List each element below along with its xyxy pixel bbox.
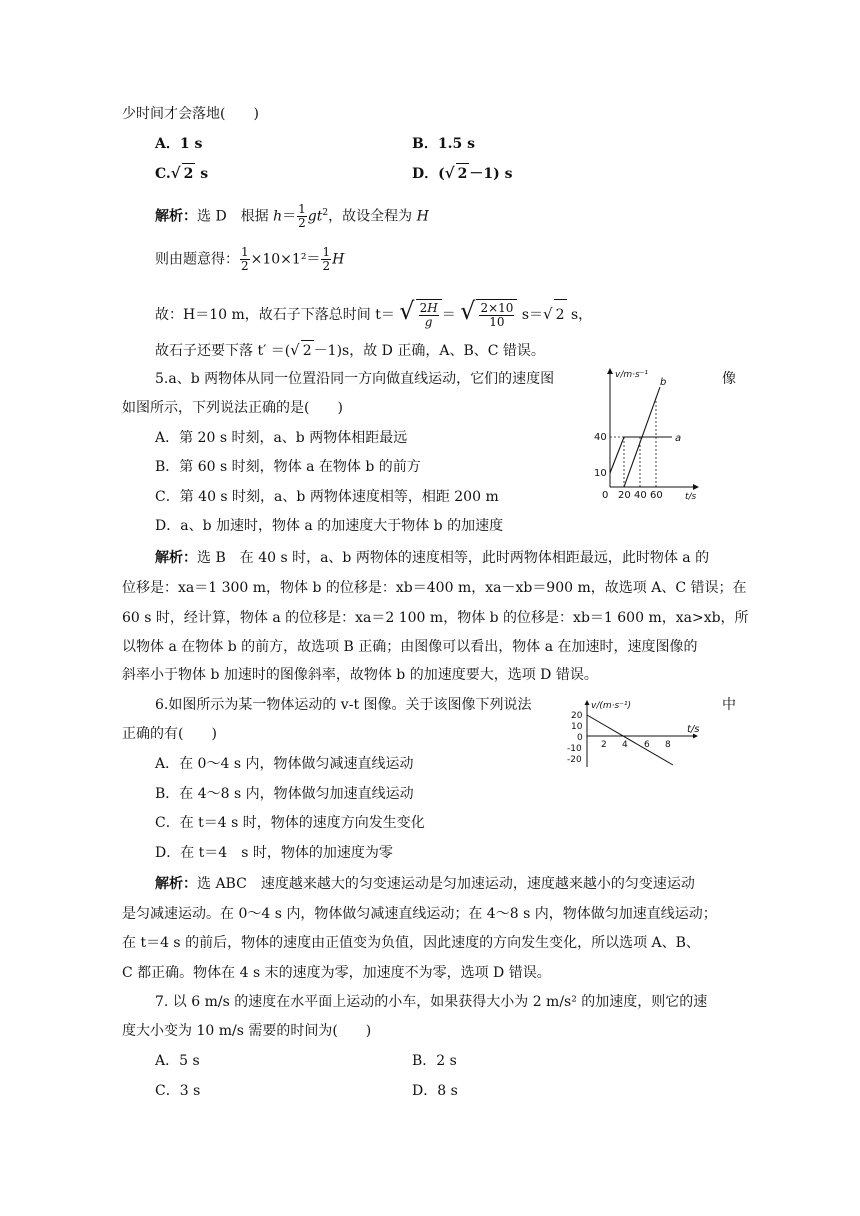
- q6-option-d: D．在 t＝4 s 时，物体的加速度为零: [155, 845, 393, 861]
- q6-solution-line-4: C 都正确。物体在 4 s 末的速度为零，加速度不为零，选项 D 错误。: [122, 965, 551, 981]
- q4-solution-line-1: 解析：选 D 根据 h＝ $\frac{1}{2}$ $gt^2$，故设全程为 H: [155, 202, 429, 231]
- q5-x-tick-40: 40: [634, 490, 647, 501]
- q4-solution-line-4: 故石子还要下落 t′ ＝(√ 2 －1)s，故 D 正确，A、B、C 错误。: [155, 341, 545, 359]
- q5-solution-line-4: 以物体 a 在物体 b 的前方，故选项 B 正确；由图像可以看出，物体 a 在加速时，速度图像的: [122, 639, 698, 655]
- q4-option-d: D．(√ 2 －1) s: [412, 164, 513, 182]
- q6-y-tick-0: 0: [577, 733, 583, 743]
- q7-stem-line-2: 度大小变为 10 m/s 需要的时间为( ): [122, 1023, 372, 1039]
- q5-solution-line-5: 斜率小于物体 b 加速时的图像斜率，故物体 b 的加速度要大，选项 D 错误。: [122, 667, 598, 683]
- q6-x-tick-4: 4: [622, 740, 628, 750]
- q5-option-d: D．a、b 加速时，物体 a 的加速度大于物体 b 的加速度: [155, 518, 504, 534]
- q6-velocity-line: [587, 715, 673, 765]
- q5-option-b: B．第 60 s 时刻，物体 a 在物体 b 的前方: [155, 459, 421, 475]
- q6-option-b: B．在 4～8 s 内，物体做匀加速直线运动: [155, 786, 414, 802]
- q7-option-c: C．3 s: [155, 1083, 201, 1099]
- q7-stem-line-1: 7. 以 6 m/s 的速度在水平面上运动的小车，如果获得大小为 2 m/s² 的加速度，则它的速: [155, 994, 708, 1010]
- q6-solution-line-2: 是匀减速运动。在 0～4 s 内，物体做匀减速直线运动；在 4～8 s 内，物体做匀加速直线运动；: [122, 906, 717, 922]
- q6-stem-line-2: 正确的有( ): [122, 726, 217, 742]
- q7-option-b: B．2 s: [412, 1053, 457, 1069]
- q6-solution-line-3: 在 t＝4 s 的前后，物体的速度由正值变为负值，因此速度的方向发生变化，所以选项 A、B、: [122, 935, 700, 951]
- q5-solution-line-1: 解析：选 B 在 40 s 时，a、b 两物体的速度相等，此时两物体相距最远，此时物体 a 的: [155, 550, 710, 566]
- q7-option-a: A．5 s: [155, 1053, 200, 1069]
- q6-solution-line-1: 解析：选 ABC 速度越来越大的匀变速运动是匀加速运动，速度越来越小的匀变速运动: [155, 876, 695, 892]
- q6-x-label: t/s: [687, 724, 700, 735]
- q4-option-c: C.√ 2 s: [155, 164, 209, 182]
- q5-series-a: [610, 437, 672, 473]
- q4-stem-tail: 少时间才会落地( ): [122, 106, 259, 122]
- q6-x-tick-6: 6: [644, 740, 650, 750]
- q6-stem-line-1: 6.如图所示为某一物体运动的 v-t 图像。关于该图像下列说法: [155, 697, 532, 713]
- q5-y-label: v/m·s⁻¹: [615, 370, 649, 380]
- q5-x-tick-20: 20: [618, 490, 631, 501]
- q6-vt-chart: [563, 697, 723, 769]
- q5-y-tick-0: 0: [602, 490, 609, 501]
- q5-stem-line-1: 5.a、b 两物体从同一位置沿同一方向做直线运动，它们的速度图: [155, 371, 555, 387]
- q4-option-b: B．1.5 s: [412, 136, 475, 152]
- q5-stem-line-2: 如图所示，下列说法正确的是( ): [122, 400, 343, 416]
- q5-velocity-chart: [588, 365, 713, 505]
- q6-y-tick-10: 10: [571, 722, 583, 732]
- q4-solution-line-3: 故：H＝10 m，故石子下落总时间 t＝ √ $\frac{2H}{g}$ ＝ √ $\frac{2\times 10}{10}$ s＝√ 2 s，: [155, 297, 593, 329]
- q5-y-tick-10: 10: [594, 468, 607, 479]
- q5-stem-line-1-tail: 像: [722, 371, 736, 387]
- q6-y-tick-20: 20: [571, 711, 583, 721]
- q6-stem-line-1-tail: 中: [722, 697, 736, 713]
- q6-y-tick-n20: -20: [567, 755, 582, 765]
- q5-x-tick-60: 60: [650, 490, 663, 501]
- q5-x-label: t/s: [685, 492, 697, 502]
- q6-option-c: C．在 t＝4 s 时，物体的速度方向发生变化: [155, 815, 425, 831]
- q5-y-tick-40: 40: [594, 432, 607, 443]
- q6-option-a: A．在 0～4 s 内，物体做匀减速直线运动: [155, 756, 414, 772]
- q4-option-a: A．1 s: [155, 136, 203, 152]
- q5-option-a: A．第 20 s 时刻，a、b 两物体相距最远: [155, 430, 408, 446]
- q5-label-b: b: [660, 377, 667, 388]
- q5-label-a: a: [675, 433, 682, 444]
- q6-y-tick-n10: -10: [567, 744, 582, 754]
- q6-y-label: v/(m·s⁻¹): [591, 701, 632, 711]
- q5-option-c: C．第 40 s 时刻，a、b 两物体速度相等，相距 200 m: [155, 489, 499, 505]
- q7-option-d: D．8 s: [412, 1083, 458, 1099]
- q5-solution-line-3: 60 s 时，经计算，物体 a 的位移是：xa＝2 100 m，物体 b 的位移是：xb＝1 600 m，xa>xb，所: [122, 610, 749, 626]
- q6-x-tick-8: 8: [665, 740, 671, 750]
- q6-x-tick-2: 2: [601, 740, 607, 750]
- q5-solution-line-2: 位移是：xa＝1 300 m，物体 b 的位移是：xb＝400 m，xa－xb＝900 m，故选项 A、C 错误；在: [122, 580, 747, 596]
- q4-solution-line-2: 则由题意得： $\frac{1}{2}$ ×10×1²＝ $\frac{1}{2}$ H: [155, 245, 345, 273]
